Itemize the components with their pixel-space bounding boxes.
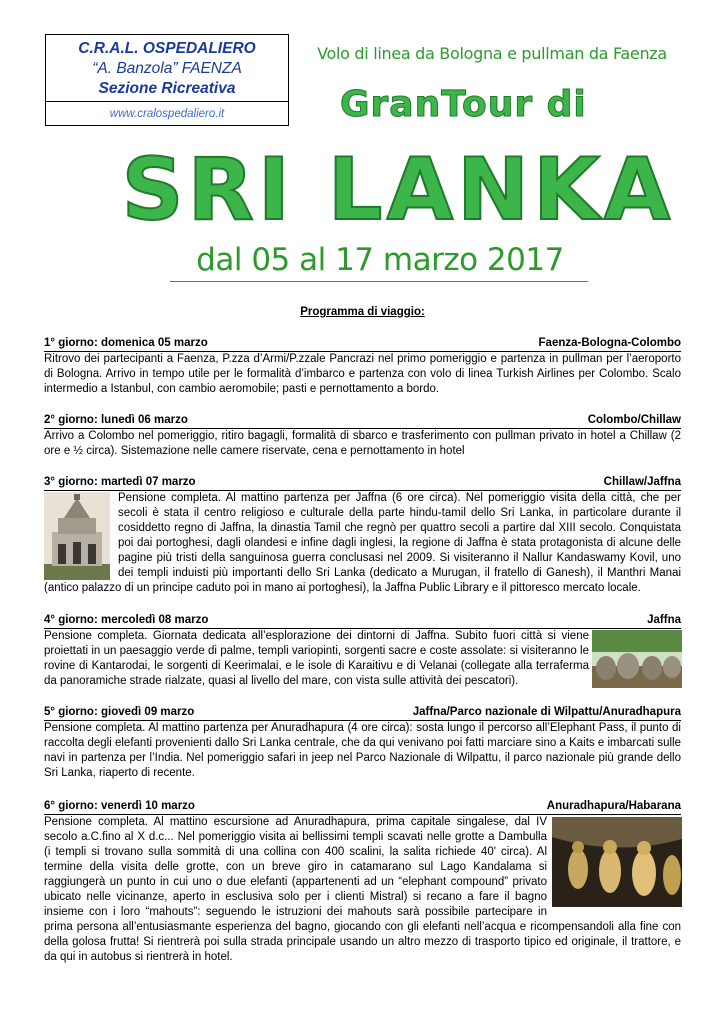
day-4-section xyxy=(44,613,681,689)
day-6-section xyxy=(44,799,681,965)
temple-photo xyxy=(44,492,110,580)
day-2-section xyxy=(44,413,681,459)
day-1-title: 1° giorno: domenica 05 marzo xyxy=(44,337,208,349)
day-5-title: 5° giorno: giovedì 09 marzo xyxy=(44,706,195,718)
day-6-header xyxy=(44,799,681,815)
day-1-header xyxy=(44,336,681,352)
day-4-text: Pensione completa. Giornata dedicata all’esplorazione dei dintorni di Jaffna. Subito fuori città si viene proiettati in un paesaggio verde di palme, templi variopinti, sorgenti sacre e coste assolate: si visiteranno le rovine di Kantarodai, le sorgenti di Keerimalai, e le isole di Karaitivu e di Velanai (collegate alla terraferma da panoramiche strade rialzate, quasi al livello del mare, con vista sulle attività dei pescatori). xyxy=(44,630,589,687)
stupas-photo xyxy=(592,630,682,688)
day-4-title: 4° giorno: mercoledì 08 marzo xyxy=(44,614,209,626)
day-4-route: Jaffna xyxy=(647,614,681,626)
org-name: C.R.A.L. OSPEDALIERO xyxy=(78,40,256,57)
day-1-section xyxy=(44,336,681,397)
day-2-route: Colombo/Chillaw xyxy=(587,414,681,426)
grantour-heading: GranTour di xyxy=(340,84,587,125)
day-5-section xyxy=(44,705,681,781)
dates-underline xyxy=(170,281,588,282)
day-1-text: Ritrovo dei partecipanti a Faenza, P.zza d’Armi/P.zzale Pancrazi nel primo pomeriggio e partenza in pullman per l’aeroporto di Bologna. Arrivo in tempo utile per le formalità d’imbarco e partenza con volo di linea Turkish Airlines per Colombo. Scalo intermedio a Istanbul, con cambio aeromobile; pasti e pernottamento a bordo. xyxy=(44,353,681,395)
day-2-header xyxy=(44,413,681,429)
tagline: Volo di linea da Bologna e pullman da Faenza xyxy=(317,44,667,63)
organization-box xyxy=(45,34,289,126)
day-1-route: Faenza-Bologna-Colombo xyxy=(538,337,681,349)
day-3-section xyxy=(44,475,681,596)
day-6-text: Pensione completa. Al mattino escursione ad Anuradhapura, prima capitale singalese, dal IV secolo a.C.fino al X d.c... Nel pomeriggio visita ai bellissimi templi scavati nelle grotte a Dambulla (i templi si trovano sulla sommità di una collina con 400 scalini, la salita richiede 40' circa). Al termine della visita delle grotte, con un breve giro in catamarano sul Lago Kandalama si raggiungerà un punto in cui uno o due elefanti (appartenenti ad un “elephant compound” privato ubicato nelle vicinanze, aperto in esclusiva solo per i clienti Mistral) si recano a fare il bagno insieme con i loro “mahouts”: seguendo le istruzioni dei mahouts sarà possibile partecipare in prima persona all’entusiasmante esperienza del bagno, giocando con gli elefanti nell’acqua e ricompensandoli alla fine con della golosa frutta! Si rientrerà poi sulla strada principale usando un altro mezzo di trasporto tipico ed originale, il trattore, e da qui in autobus si rientrerà in hotel. xyxy=(44,816,681,963)
day-4-header xyxy=(44,613,681,629)
divider xyxy=(46,101,288,102)
cave-buddhas-photo xyxy=(552,817,682,907)
day-5-text: Pensione completa. Al mattino partenza per Anuradhapura (4 ore circa): sosta lungo il percorso all’Elephant Pass, il punto di raccolta degli elefanti provenienti dallo Sri Lanka centrale, che da qui venivano poi fatti marciare sino a Kaits e imbarcati sulle navi in partenza per l’India. Nel pomeriggio safari in jeep nel Parco Nazionale di Wilpattu, il parco nazionale più grande dello Sri Lanka, riaperto di recente. xyxy=(44,722,681,779)
day-3-header xyxy=(44,475,681,491)
day-3-text: Pensione completa. Al mattino partenza per Jaffna (6 ore circa). Nel pomeriggio visita della città, che per secoli è stata il centro religioso e culturale della parte hindu-tamil dello Sri Lanka, in particolare durante il cosiddetto regno di Jaffna, la dinastia Tamil che regnò per quattro secoli a partire dal XIII secolo. Conquistata poi dai portoghesi, dagli olandesi e infine dagli inglesi, la regione di Jaffna è stata protagonista di alcune delle pagine più tristi della sanguinosa guerra conclusasi nel 2009. Si visiteranno il Nallur Kandaswamy Kovil, uno dei templi induisti più importanti dello Sri Lanka (dedicato a Murugan, il fratello di Ganesh), il Manthri Manai (antico palazzo di un principe caduto poi in mano ai portoghesi), la Jaffna Public Library e il pittoresco mercato locale. xyxy=(44,492,681,594)
travel-dates: dal 05 al 17 marzo 2017 xyxy=(196,242,564,278)
day-2-title: 2° giorno: lunedì 06 marzo xyxy=(44,414,188,426)
day-3-route: Chillaw/Jaffna xyxy=(603,476,681,488)
org-subtitle: “A. Banzola” FAENZA xyxy=(92,60,242,77)
day-5-route: Jaffna/Parco nazionale di Wilpattu/Anuradhapura xyxy=(412,706,681,718)
org-section: Sezione Ricreativa xyxy=(98,80,236,97)
day-3-title: 3° giorno: martedì 07 marzo xyxy=(44,476,196,488)
page-title: SRI LANKA xyxy=(121,140,675,240)
org-website-link[interactable]: www.cralospedaliero.it xyxy=(109,108,225,120)
day-6-route: Anuradhapura/Habarana xyxy=(546,800,681,812)
day-2-text: Arrivo a Colombo nel pomeriggio, ritiro bagagli, formalità di sbarco e trasferimento con pullman privato in hotel a Chillaw (2 ore e ½ circa). Sistemazione nelle camere riservate, cena e pernottamento in hotel xyxy=(44,430,681,457)
day-6-title: 6° giorno: venerdì 10 marzo xyxy=(44,800,195,812)
day-5-header xyxy=(44,705,681,721)
programme-heading: Programma di viaggio: xyxy=(300,306,425,318)
